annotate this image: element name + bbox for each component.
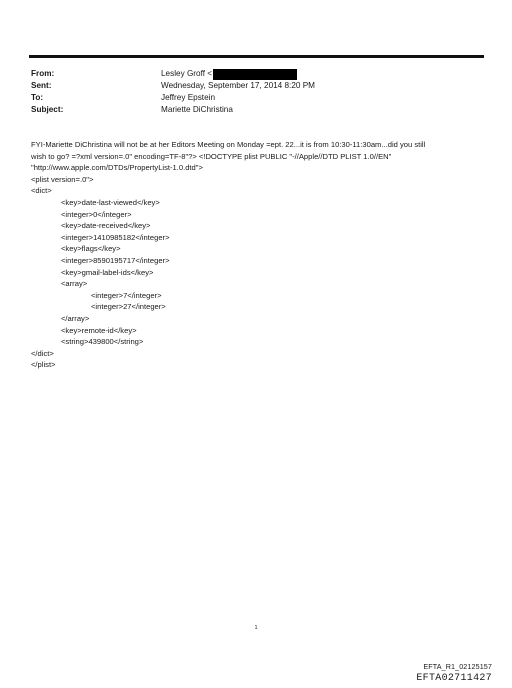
body-line: <integer>7</integer> bbox=[91, 290, 162, 300]
from-value-wrapper bbox=[161, 68, 297, 80]
sent-row bbox=[31, 80, 471, 92]
body-line: <string>439800</string> bbox=[61, 337, 144, 347]
from-row bbox=[31, 68, 471, 80]
body-line: <integer>0</integer> bbox=[61, 209, 132, 219]
body-line: </dict> bbox=[31, 348, 54, 358]
header-divider bbox=[29, 55, 484, 58]
body-line: <key>gmail-label-ids</key> bbox=[61, 267, 154, 277]
body-line: <key>date-last-viewed</key> bbox=[61, 197, 160, 207]
bates-number-small: EFTA_R1_02125157 bbox=[423, 662, 492, 671]
page-number: 1 bbox=[254, 625, 258, 631]
body-line: FYI-Mariette DiChristina will not be at her Editors Meeting on Monday =ept. 22...it is from 10:30-11:30am...did you still bbox=[31, 140, 426, 149]
bates-number-large: EFTA02711427 bbox=[416, 673, 492, 684]
sent-value: Wednesday, September 17, 2014 8:20 PM bbox=[161, 81, 315, 90]
subject-value: Mariette DiChristina bbox=[161, 105, 233, 114]
body-line: "http://www.apple.com/DTDs/PropertyList-1.0.dtd"> bbox=[31, 163, 203, 173]
body-line: <integer>27</integer> bbox=[91, 302, 166, 312]
body-line: <array> bbox=[61, 279, 88, 289]
email-body bbox=[31, 139, 481, 371]
subject-row bbox=[31, 104, 471, 116]
from-value: Lesley Groff < bbox=[161, 69, 213, 78]
body-line: <key>date-received</key> bbox=[61, 221, 151, 231]
body-line: <key>flags</key> bbox=[61, 244, 121, 254]
body-line: wish to go? =?xml version=.0" encoding=TF-8"?> <!DOCTYPE plist PUBLIC "-//Apple//DTD PLIST 1.0//EN" bbox=[31, 151, 392, 161]
to-label: To: bbox=[31, 93, 44, 102]
body-line: <integer>8590195717</integer> bbox=[61, 255, 170, 265]
redaction-box bbox=[213, 69, 297, 80]
body-line: <dict> bbox=[31, 186, 52, 196]
body-line: </array> bbox=[61, 313, 90, 323]
body-line: <plist version=.0"> bbox=[31, 174, 94, 184]
to-value: Jeffrey Epstein bbox=[161, 93, 216, 102]
to-row bbox=[31, 92, 471, 104]
email-header bbox=[31, 68, 471, 116]
from-label: From: bbox=[31, 69, 55, 78]
subject-label: Subject: bbox=[31, 105, 64, 114]
body-line: <integer>1410985182</integer> bbox=[61, 232, 170, 242]
body-line: </plist> bbox=[31, 360, 56, 370]
sent-label: Sent: bbox=[31, 81, 52, 90]
body-line: <key>remote-id</key> bbox=[61, 325, 137, 335]
